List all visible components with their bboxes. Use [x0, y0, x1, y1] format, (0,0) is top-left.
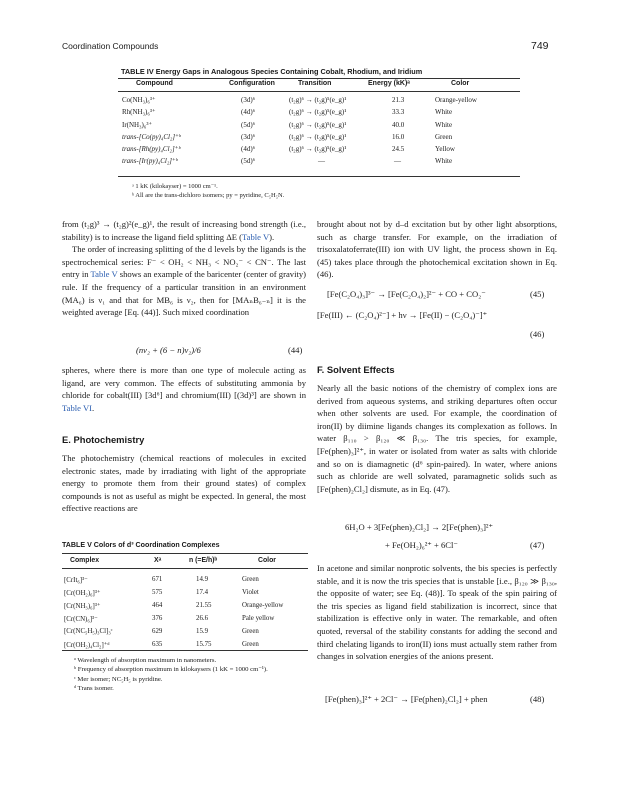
table4-cell-energy: 40.0 [392, 120, 405, 129]
paragraph-text: The order of increasing splitting of the d levels by the ligands is the spectrochemical series: F⁻ < OH₂ < NH₃ < NO₂⁻ < CN⁻. The last entry in [62, 244, 306, 280]
running-title: Coordination Compounds [62, 41, 159, 51]
paragraph-text: from (t₂g)³ → (t₂g)²(e_g)¹, the result of increasing bond strength (i.e., stability) is to increase the ligand field splitting ΔE ( [62, 219, 306, 242]
table5-cell-complex: [Cr(OH₂)₄Cl₂]⁺ᵈ [64, 642, 110, 649]
table4-cell-color: Yellow [435, 144, 455, 153]
equation-45: [Fe(C₂O₄)₃]³⁻ → [Fe(C₂O₄)₂]²⁻ + CO + CO₂⁻ [327, 289, 486, 299]
table4-footnote-b: ᵇ All are the trans-dichloro isomers; py = pyridine, C₅H₅N. [132, 192, 285, 199]
table4-cell-compound: trans-[Co(py)₄Cl₂]⁺ᵇ [122, 132, 181, 141]
table4-cell-color: Green [435, 132, 453, 141]
table-row [62, 628, 307, 641]
table4-footnote-a: ᵃ 1 kK (kilokayser) = 1000 cm⁻¹. [132, 183, 218, 190]
right-column-text [317, 218, 557, 281]
right-column-text-2 [317, 382, 557, 495]
table-v-link[interactable]: Table V [242, 231, 270, 242]
table-row [118, 157, 518, 169]
paragraph: Nearly all the basic notions of the chemistry of complex ions are derived from aqueous systems, and striking departures often occur when other solvents are used. For example, the coordination of iron(II) by diimine ligands changes its complexation as follows. In water β₁₁₀ > β₁₂₀ ≪ β₁₃₀. The tris species, for example, [Fe(phen)₃]²⁺, in water or isolated from water as salts with chloride and so on is diamagnetic (d⁶ spin-paired). In water, where anions such as chloride are well solvated, paramagnetic solids such as [Fe(phen)₂Cl₂] dismute, as in Eq. (47). [317, 383, 557, 494]
equation-48: [Fe(phen)₃]²⁺ + 2Cl⁻ → [Fe(phen)₂Cl₂] + phen [325, 694, 488, 704]
table4-cell-compound: Co(NH₃)₆³⁺ [122, 96, 156, 105]
paragraph-text: . [92, 402, 95, 413]
table5-cell-frequency: 14.9 [196, 576, 209, 583]
table-vi-link[interactable]: Table VI [62, 402, 93, 413]
table4-bottom-rule [118, 176, 520, 177]
table4-cell-energy: 21.3 [392, 96, 405, 105]
table-row [62, 641, 307, 654]
table5-cell-complex: [Cr(OH₂)₆]³⁺ [64, 590, 101, 597]
table5-cell-frequency: 26.6 [196, 615, 209, 622]
table5-footnote-a: ᵃ Wavelength of absorption maximum in nanometers. [74, 657, 217, 664]
table4-cell-compound: Ir(NH₃)₆³⁺ [122, 120, 153, 129]
table5-cell-frequency: 15.75 [196, 641, 212, 648]
equation-47-number: (47) [530, 540, 545, 550]
table5-cell-color: Pale yellow [242, 615, 275, 622]
table4-cell-color: White [435, 120, 453, 129]
table5-header-complex: Complex [70, 557, 100, 564]
table5-footnote-d: ᵈ Trans isomer. [74, 685, 114, 693]
right-column-text-3 [317, 562, 557, 663]
table-row [62, 615, 307, 628]
table5-cell-wavelength: 629 [152, 628, 163, 635]
table5-cell-color: Green [242, 628, 259, 635]
table4-cell-compound: Rh(NH₃)₆³⁺ [122, 108, 156, 117]
table-row [62, 602, 307, 615]
equation-47-line1: 6H₂O + 3[Fe(phen)₂Cl₂] → 2[Fe(phen)₃]²⁺ [345, 522, 494, 532]
paragraph-text: shows an example of the baricenter (center of gravity) rule. If the frequency of a particular transition in an environment (MA₆) is ν₁ and that for MB₆ is ν₂, then for [MAₙB₆₋ₙ] it is the weighted average [Eq. (44)]. Such mixed coordination [62, 269, 307, 318]
table4-header-color: Color [451, 80, 470, 87]
table4-cell-energy: — [394, 157, 401, 166]
table-row [118, 145, 518, 157]
equation-44: (nν₂ + (6 − n)ν₂)/6 [136, 345, 201, 355]
table5-cell-frequency: 15.9 [196, 628, 209, 635]
table5 [62, 557, 307, 654]
table4-cell-configuration: (5d)⁶ [241, 157, 256, 166]
table5-cell-wavelength: 575 [152, 589, 163, 596]
table4-cell-compound: trans-[Ir(py)₄Cl₂]⁺ᵇ [122, 157, 178, 166]
table4-header-transition: Transition [298, 80, 332, 87]
table5-cell-complex: [CrIt₆]³⁻ [64, 577, 88, 584]
table5-cell-color: Green [242, 641, 259, 648]
table5-cell-frequency: 17.4 [196, 589, 209, 596]
table-row [118, 108, 518, 120]
table5-header-color: Color [258, 557, 276, 564]
table4-cell-configuration: (3d)⁶ [241, 96, 256, 105]
table4-cell-color: White [435, 157, 453, 166]
left-column-text-2 [62, 364, 306, 414]
equation-46: [Fe(III) ← (C₂O₄)²⁻] + hν → [Fe(II) − (C₂O₄)⁻]⁺ [317, 310, 488, 320]
table5-header-frequency: n (=E/h)ᵇ [189, 557, 218, 564]
table5-cell-wavelength: 671 [152, 576, 163, 583]
table4-cell-configuration: (5d)⁶ [241, 120, 256, 129]
equation-45-number: (45) [530, 289, 545, 299]
table5-footnote-b: ᵇ Frequency of absorption maximum in kilokaysers (1 kK = 1000 cm⁻¹). [74, 666, 268, 674]
table4-cell-transition: — [318, 157, 325, 166]
table4-cell-transition: (t₂g)⁶ → (t₂g)⁵(e_g)¹ [289, 108, 347, 117]
left-column-text [62, 218, 306, 319]
table5-cell-color: Violet [242, 589, 259, 596]
table5-bottom-rule [62, 650, 308, 651]
table5-footnotes [62, 656, 302, 694]
equation-46-number: (46) [530, 329, 545, 339]
table4-cell-energy: 24.5 [392, 144, 405, 153]
table4-cell-energy: 16.0 [392, 132, 405, 141]
paragraph: In acetone and similar nonprotic solvents, the bis species is perfectly stable, and it is now the tris species that is unstable [i.e., β₁₂₀ ≫ β₁₃₀, the opposite of water; see Eq. (48)]. To speak of the spin pairing of the tris species as ligand field stabilization is incorrect, since that stabilization is effective only in water. The remarkable, and often quoted, reversal of the stability constants for adding the second and third chelating ligands to iron(II) ions must actually stem rather from changes in solvation energies of the anions present. [317, 563, 557, 662]
table-row [62, 589, 307, 602]
table4-cell-transition: (t₂g)⁶ → (t₂g)⁵(e_g)¹ [289, 120, 347, 129]
table5-caption: TABLE V Colors of d³ Coordination Complexes [62, 541, 220, 549]
table5-cell-color: Green [242, 576, 259, 583]
table5-cell-color: Orange-yellow [242, 602, 284, 609]
table4-cell-compound: trans-[Rh(py)₄Cl₂]⁺ᵇ [122, 144, 181, 153]
paragraph [62, 218, 306, 243]
table4-header-compound: Compound [136, 80, 173, 87]
page-number: 749 [531, 40, 549, 52]
paragraph [62, 243, 306, 319]
table5-cell-wavelength: 635 [152, 641, 163, 648]
table5-cell-wavelength: 464 [152, 602, 163, 609]
table5-footnote-c: ᶜ Mer isomer; NC₅H₅ is pyridine. [74, 675, 163, 683]
table4-cell-color: Orange-yellow [435, 96, 477, 105]
table5-cell-complex: [Cr(NH₃)₆]³⁺ [64, 603, 101, 610]
table4-header-configuration: Configuration [229, 80, 275, 87]
table4-cell-transition: (t₂g)⁶ → (t₂g)⁵(e_g)¹ [289, 132, 347, 141]
table5-header-wavelength: Xᵃ [154, 557, 162, 564]
table4-cell-configuration: (3d)⁶ [241, 132, 256, 141]
section-heading-photochemistry: E. Photochemistry [62, 434, 145, 445]
equation-44-number: (44) [288, 345, 303, 355]
table-row [118, 133, 518, 145]
table4-top-rule [118, 78, 520, 79]
table4-cell-configuration: (4d)⁶ [241, 108, 256, 117]
paragraph [62, 364, 306, 414]
table4-cell-transition: (t₂g)⁶ → (t₂g)⁵(e_g)¹ [289, 96, 347, 105]
paragraph-text: ). [269, 231, 275, 242]
paragraph: The photochemistry (chemical reactions of molecules in excited electronic states, made by irradiating with light of the appropriate energy to promote them from their ground states) of complex compounds is not as useful as might be expected. In general, the most effective reactions are [62, 453, 306, 514]
section-heading-solvent-effects: F. Solvent Effects [317, 364, 395, 375]
table4-cell-color: White [435, 108, 453, 117]
paragraph: brought about not by d–d excitation but by other light absorptions, such as charge transfer. For example, on the irradiation of trisoxalatoferrate(III) ion with UV light, the process shown in Eq. (45) takes place through the photochemical excitation shown in Eq. (46). [317, 219, 557, 280]
table5-top-rule [62, 553, 308, 554]
table4-cell-configuration: (4d)⁶ [241, 144, 256, 153]
equation-48-number: (48) [530, 694, 545, 704]
paragraph-text: spheres, where there is more than one type of molecule acting as ligand, are very common. The effects of substituting ammonia by chloride for cobalt(III) [3d⁶] and chromium(III) [(3d)³] are shown in [62, 365, 306, 401]
table-row [62, 576, 307, 589]
table-row [118, 121, 518, 133]
table4-header-rule [118, 91, 520, 92]
table4-header-energy: Energy (kK)ᵃ [368, 80, 410, 87]
table5-cell-complex: [Cr(CN)₆]³⁻ [64, 616, 98, 623]
table4-caption: TABLE IV Energy Gaps in Analogous Species Containing Cobalt, Rhodium, and Iridium [121, 67, 423, 76]
table5-cell-complex: [Cr(NC₅H₅)₃Cl]₃ᶜ [64, 628, 113, 635]
table-v-link[interactable]: Table V [90, 269, 118, 280]
table4-cell-energy: 33.3 [392, 108, 405, 117]
equation-47-line2: + Fe(OH₂)₆²⁺ + 6Cl⁻ [385, 540, 458, 550]
table5-cell-wavelength: 376 [152, 615, 163, 622]
table-row [118, 96, 518, 108]
table4-cell-transition: (t₂g)⁶ → (t₂g)⁵(e_g)¹ [289, 144, 347, 153]
table4 [118, 80, 518, 169]
left-column-text-3 [62, 452, 306, 515]
table5-cell-frequency: 21.55 [196, 602, 212, 609]
table5-header-rule [62, 568, 308, 569]
